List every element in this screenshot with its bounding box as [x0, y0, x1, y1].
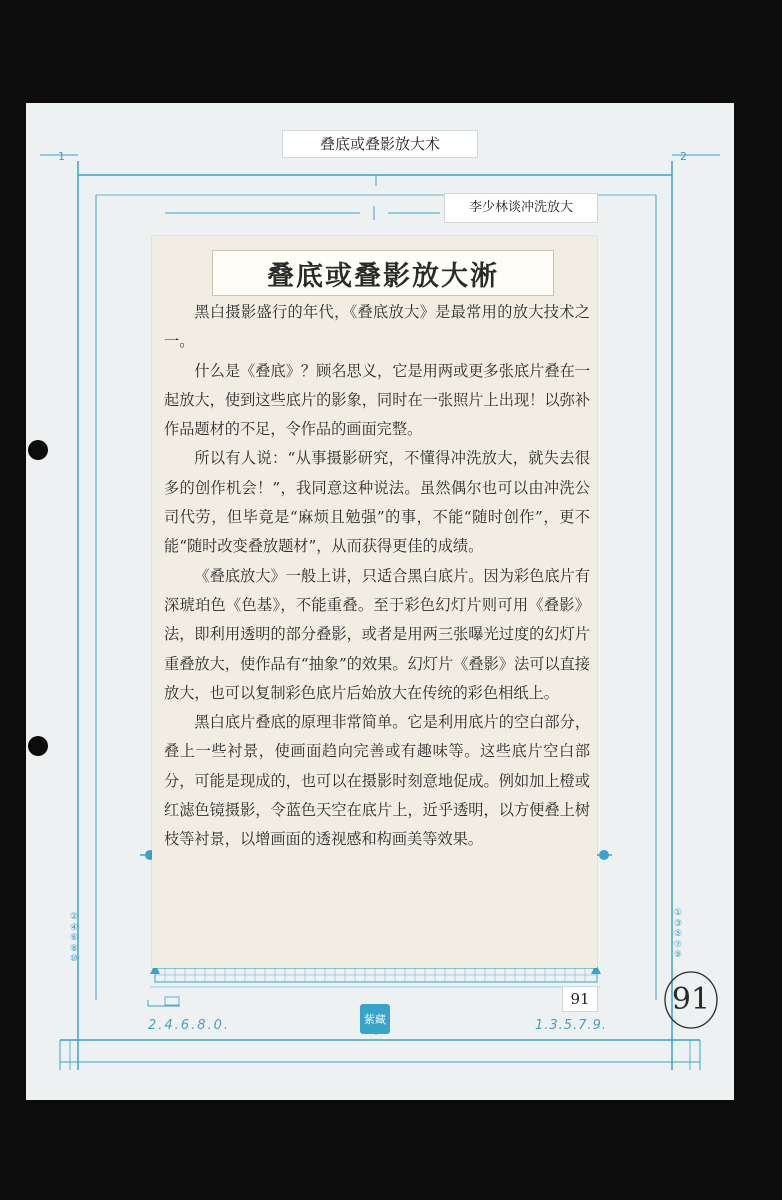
corner-number-left: 1: [58, 150, 65, 163]
margin-mark: ⑤: [674, 929, 683, 939]
article-paragraph: 所以有人说：“从事摄影研究，不懂得冲洗放大，就失去很多的创作机会！”，我同意这种说法。虽然偶尔也可以由冲洗公司代劳，但毕竟是“麻烦且勉强”的事，不能“随时创作”，更不能“随时改变叠放题材”，从而获得更佳的成绩。: [164, 449, 590, 556]
seal-stamp: 紫藏: [360, 1004, 390, 1034]
page-number: 91: [562, 986, 598, 1012]
article-title: 叠底或叠影放大淅: [212, 250, 554, 296]
margin-mark: ⑨: [674, 950, 683, 960]
margin-mark: ⑥: [70, 933, 79, 943]
right-margin-marks: [674, 908, 682, 961]
newspaper-clipping: [152, 236, 597, 968]
margin-mark: ④: [70, 922, 79, 933]
header-label: 叠底或叠影放大术: [282, 130, 478, 158]
margin-mark: ⑩: [70, 954, 79, 964]
margin-mark: ③: [674, 918, 683, 929]
handwritten-page-number: 91: [671, 982, 711, 1017]
article-body: [164, 298, 590, 855]
article-paragraph: 黑白底片叠底的原理非常简单。它是利用底片的空白部分，叠上一些衬景，使画面趋向完善或有趣味等。这些底片空白部分，可能是现成的，也可以在摄影时刻意地促成。例如加上橙或红滤色镜摄影，令蓝色天空在底片上，近乎透明，以方便叠上树枝等衬景，以增画面的透视感和构画美等效果。: [164, 713, 590, 849]
series-label: 李少林谈冲洗放大: [444, 193, 598, 223]
corner-number-right: 2: [680, 150, 687, 163]
margin-mark: ②: [70, 912, 79, 922]
right-sequence-note: 1.3.5.7.9.: [535, 1018, 608, 1033]
article-paragraph: 《叠底放大》一般上讲，只适合黑白底片。因为彩色底片有深琥珀色《色基》，不能重叠。至于彩色幻灯片则可用《叠影》法，即利用透明的部分叠影，或者是用两三张曝光过度的幻灯片重叠放大，使作品有“抽象”的效果。幻灯片《叠影》法可以直接放大，也可以复制彩色底片后始放大在传统的彩色相纸上。: [164, 566, 590, 702]
left-sequence-note: 2.4.6.8.0.: [148, 1018, 231, 1033]
margin-mark: ⑦: [674, 939, 683, 950]
margin-mark: ⑧: [70, 943, 79, 954]
article-paragraph: 什么是《叠底》？顾名思义，它是用两或更多张底片叠在一起放大，使到这些底片的影象，同时在一张照片上出现！以弥补作品题材的不足，令作品的画面完整。: [164, 361, 590, 439]
article-paragraph: 黑白摄影盛行的年代，《叠底放大》是最常用的放大技术之一。: [164, 303, 590, 351]
left-margin-marks: [70, 912, 78, 965]
margin-mark: ①: [674, 908, 683, 918]
